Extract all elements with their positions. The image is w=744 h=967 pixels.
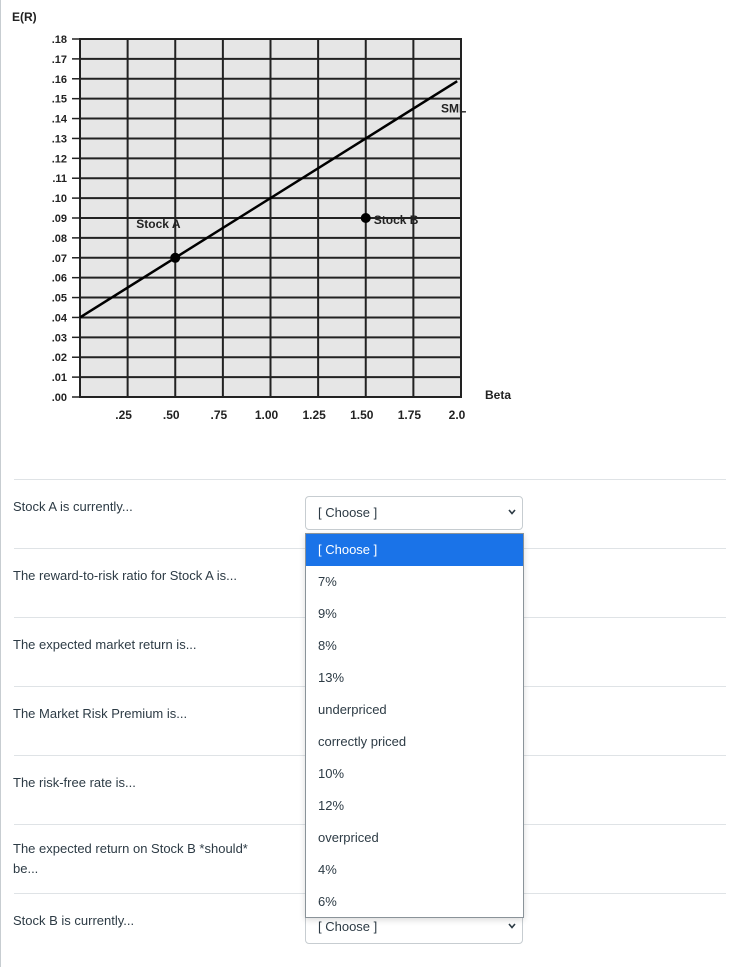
y-tick-label: .11 bbox=[52, 173, 67, 186]
question-row bbox=[14, 479, 726, 480]
stock-a-select[interactable] bbox=[305, 496, 523, 530]
y-tick-label: .08 bbox=[51, 232, 67, 245]
y-tick-label: .04 bbox=[51, 312, 67, 325]
y-tick-label: .06 bbox=[51, 272, 67, 285]
stock-label: Stock A bbox=[136, 216, 181, 231]
stock-point bbox=[361, 213, 371, 223]
x-tick-label: 2.0 bbox=[448, 408, 466, 422]
stock-point bbox=[170, 253, 180, 263]
x-tick-label: 1.00 bbox=[254, 408, 279, 422]
y-tick-label: .00 bbox=[51, 392, 67, 404]
sml-label: SML bbox=[440, 101, 467, 116]
x-axis-label: Beta bbox=[485, 388, 512, 402]
dropdown-option[interactable]: underpriced bbox=[318, 702, 387, 717]
question-label: The reward-to-risk ratio for Stock A is... bbox=[13, 568, 237, 583]
dropdown-option[interactable]: correctly priced bbox=[318, 734, 407, 749]
x-tick-label: .50 bbox=[162, 408, 180, 422]
x-tick-label: 1.75 bbox=[397, 408, 422, 422]
chevron-down-icon bbox=[508, 922, 516, 930]
sml-chart bbox=[0, 0, 744, 440]
dropdown-option[interactable]: 10% bbox=[318, 766, 345, 781]
y-axis-label: E(R) bbox=[12, 10, 37, 24]
dropdown-option[interactable]: [ Choose ] bbox=[306, 534, 523, 566]
y-tick-label: .02 bbox=[51, 352, 67, 365]
y-tick-label: .17 bbox=[51, 53, 67, 66]
y-tick-label: .09 bbox=[51, 213, 67, 225]
stock-label: Stock B bbox=[373, 212, 419, 227]
dropdown-option[interactable]: 6% bbox=[318, 894, 337, 909]
question-label: The risk-free rate is... bbox=[13, 775, 136, 790]
dropdown-option[interactable]: 7% bbox=[318, 574, 337, 589]
question-label: The expected return on Stock B *should* be... bbox=[13, 841, 248, 876]
dropdown-option[interactable]: 8% bbox=[318, 638, 337, 653]
question-label: The Market Risk Premium is... bbox=[13, 706, 188, 721]
dropdown-list[interactable] bbox=[305, 533, 524, 918]
y-tick-label: .16 bbox=[51, 73, 67, 86]
dropdown-option[interactable]: 4% bbox=[318, 862, 337, 877]
x-tick-label: 1.50 bbox=[350, 408, 374, 422]
y-tick-label: .13 bbox=[51, 133, 67, 146]
y-tick-label: .07 bbox=[51, 252, 67, 265]
question-label: The expected market return is... bbox=[13, 637, 197, 652]
y-tick-label: .15 bbox=[51, 93, 67, 106]
y-tick-label: .05 bbox=[51, 292, 67, 305]
chevron-down-icon bbox=[508, 508, 516, 516]
y-tick-label: .12 bbox=[51, 153, 67, 166]
y-axis-ticks bbox=[52, 34, 80, 404]
select-value: [ Choose ] bbox=[318, 505, 378, 520]
y-tick-label: .14 bbox=[51, 113, 67, 126]
y-tick-label: .10 bbox=[51, 193, 67, 206]
x-tick-label: .25 bbox=[115, 408, 132, 422]
x-tick-label: 1.25 bbox=[302, 408, 326, 422]
x-axis-ticks bbox=[115, 408, 465, 422]
select-value: [ Choose ] bbox=[318, 919, 378, 934]
dropdown-option[interactable]: overpriced bbox=[318, 830, 379, 845]
x-tick-label: .75 bbox=[210, 408, 228, 422]
dropdown-option[interactable]: 12% bbox=[318, 798, 345, 813]
y-tick-label: .18 bbox=[51, 34, 67, 46]
dropdown-option[interactable]: 13% bbox=[318, 670, 345, 685]
dropdown-option[interactable]: 9% bbox=[318, 606, 337, 621]
question-label: Stock B is currently... bbox=[13, 913, 135, 928]
question-label: Stock A is currently... bbox=[13, 499, 133, 514]
y-tick-label: .01 bbox=[51, 372, 67, 385]
y-tick-label: .03 bbox=[51, 332, 67, 345]
